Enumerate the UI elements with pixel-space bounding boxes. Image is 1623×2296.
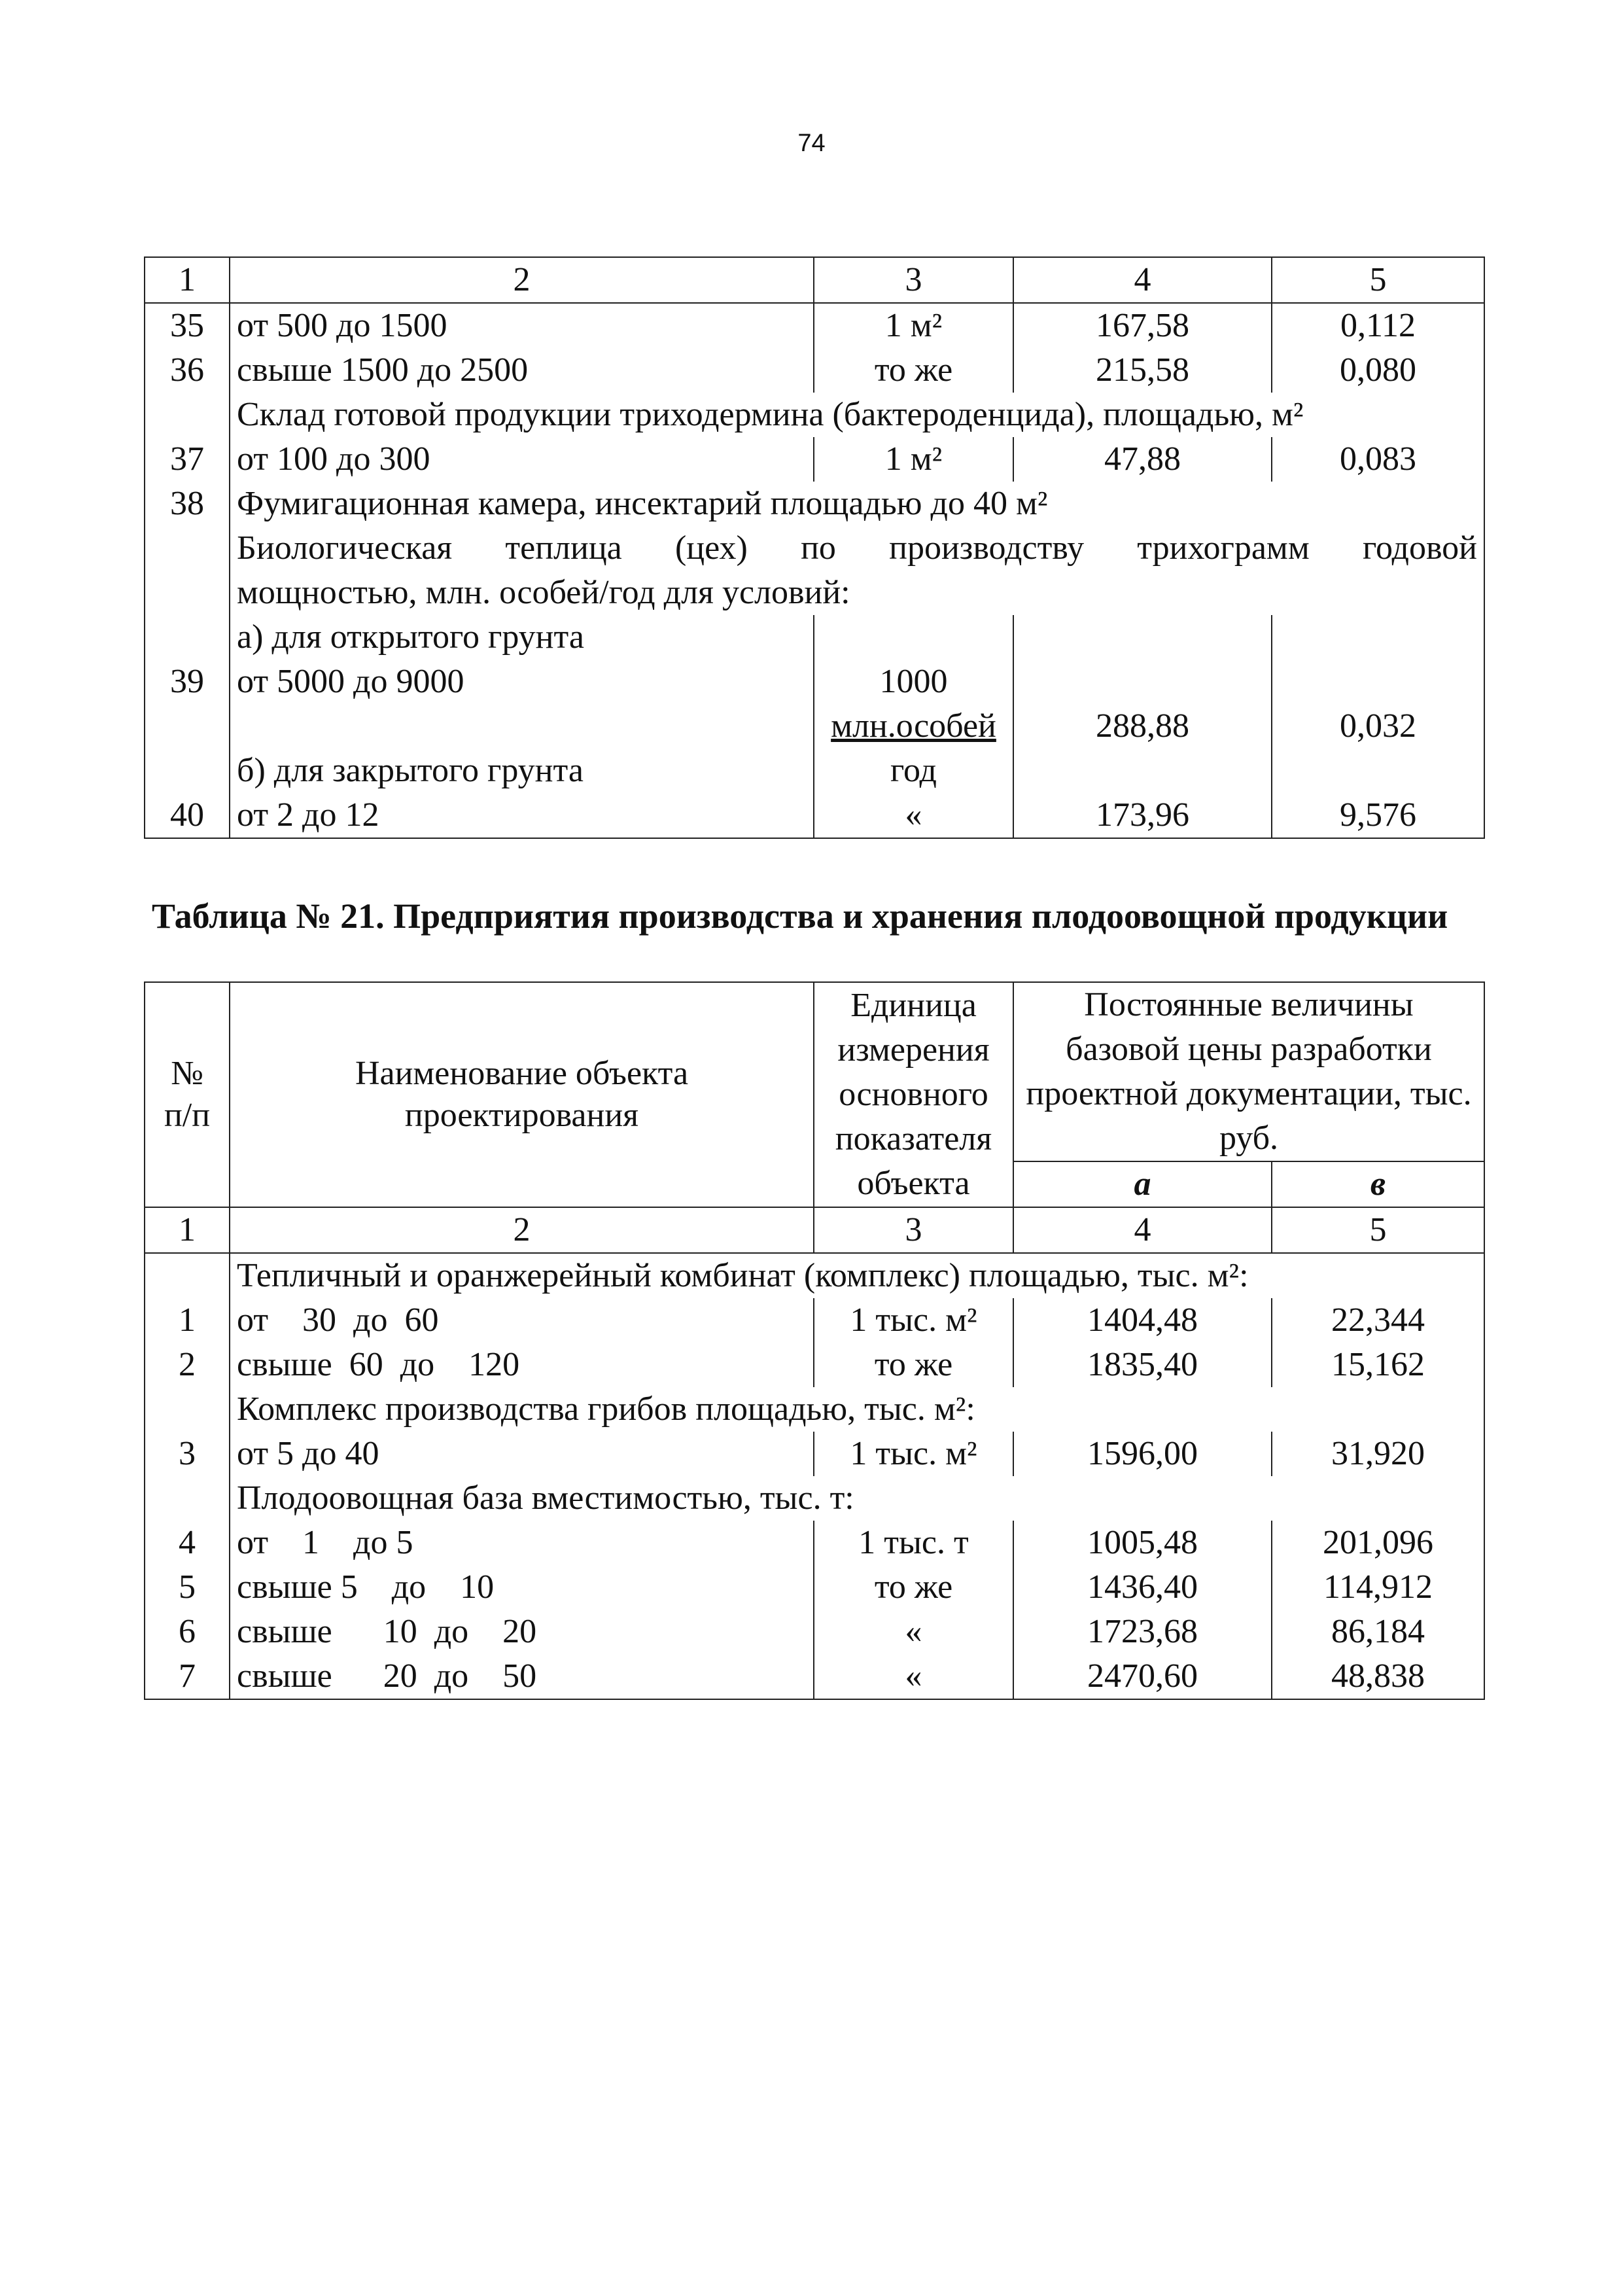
group-row: [145, 526, 1484, 571]
row-value-a: 1723,68: [1013, 1610, 1272, 1654]
table-row: [145, 1654, 1484, 1699]
header-cell: 2: [230, 257, 814, 303]
table-row: [145, 1432, 1484, 1476]
row-name: от 1 до 5: [230, 1521, 814, 1565]
row-unit: 1 тыс. м²: [814, 1298, 1013, 1343]
group-row: [145, 1476, 1484, 1521]
row-value-a: 288,88: [1013, 704, 1272, 749]
row-value-b: 86,184: [1272, 1610, 1484, 1654]
table-header-nums: [145, 1207, 1484, 1253]
header-name: Наименование объекта проектирования: [230, 982, 814, 1207]
row-value-a: 1404,48: [1013, 1298, 1272, 1343]
row-value-b: 22,344: [1272, 1298, 1484, 1343]
row-number: 39: [145, 660, 230, 704]
row-unit: «: [814, 1654, 1013, 1699]
table-continuation: [144, 256, 1485, 839]
row-value-b: 15,162: [1272, 1343, 1484, 1387]
header-b: в: [1272, 1161, 1484, 1207]
table-header-row: [145, 982, 1484, 1161]
row-value-a: 47,88: [1013, 437, 1272, 482]
row-name: свыше 20 до 50: [230, 1654, 814, 1699]
table-header-row: [145, 257, 1484, 303]
row-unit: 1 тыс. т: [814, 1521, 1013, 1565]
row-unit: «: [814, 1610, 1013, 1654]
row-number: 40: [145, 793, 230, 838]
table-row: [145, 660, 1484, 704]
group-title: Склад готовой продукции триходермина (бактероденцида), площадью, м²: [230, 393, 1484, 437]
group-title-line: Биологическая теплица (цех) по производству трихограмм годовой: [230, 526, 1484, 571]
table-row: [145, 1343, 1484, 1387]
row-name: от 500 до 1500: [230, 303, 814, 348]
row-unit: 1000: [814, 660, 1013, 704]
header-cell: 4: [1013, 257, 1272, 303]
row-value-a: 173,96: [1013, 793, 1272, 838]
row-value-b: 48,838: [1272, 1654, 1484, 1699]
row-value-b: 201,096: [1272, 1521, 1484, 1565]
row-unit: то же: [814, 348, 1013, 393]
group-title-line: мощностью, млн. особей/год для условий:: [230, 571, 1484, 615]
table-row: [145, 348, 1484, 393]
row-value-b: 114,912: [1272, 1565, 1484, 1610]
group-row: [145, 1387, 1484, 1432]
row-name: от 2 до 12: [230, 793, 814, 838]
row-name: свыше 60 до 120: [230, 1343, 814, 1387]
header-cell: 1: [145, 1207, 230, 1253]
row-value-b: 0,080: [1272, 348, 1484, 393]
table-row: [145, 793, 1484, 838]
row-value-a: 2470,60: [1013, 1654, 1272, 1699]
table-row: [145, 437, 1484, 482]
row-value-b: 0,083: [1272, 437, 1484, 482]
table-row: [145, 1521, 1484, 1565]
row-name: Фумигационная камера, инсектарий площадью до 40 м²: [230, 482, 1484, 526]
row-number: 6: [145, 1610, 230, 1654]
row-value-a: 1835,40: [1013, 1343, 1272, 1387]
subgroup-row: [145, 749, 1484, 793]
row-value-b: 0,112: [1272, 303, 1484, 348]
header-cell: 5: [1272, 1207, 1484, 1253]
row-unit: млн.особей: [831, 707, 996, 745]
row-value-a: 215,58: [1013, 348, 1272, 393]
header-cell: 3: [814, 1207, 1013, 1253]
page-number: 74: [797, 130, 826, 157]
row-number: 3: [145, 1432, 230, 1476]
row-value-a: 1005,48: [1013, 1521, 1272, 1565]
header-cell: 4: [1013, 1207, 1272, 1253]
row-name: от 5000 до 9000: [230, 660, 814, 704]
table-row: [145, 1298, 1484, 1343]
table-row: [145, 1565, 1484, 1610]
header-number: № п/п: [145, 982, 230, 1207]
row-number: 35: [145, 303, 230, 348]
row-number: 37: [145, 437, 230, 482]
group-title: Плодоовощная база вместимостью, тыс. т:: [230, 1476, 1484, 1521]
row-number: 36: [145, 348, 230, 393]
table-row: [145, 1610, 1484, 1654]
row-unit: «: [814, 793, 1013, 838]
group-row: [145, 393, 1484, 437]
header-cell: 3: [814, 257, 1013, 303]
row-value-b: 0,032: [1272, 704, 1484, 749]
header-unit: Единица измерения основного показателя объекта: [814, 982, 1013, 1207]
row-value-a: 1436,40: [1013, 1565, 1272, 1610]
row-value-b: 31,920: [1272, 1432, 1484, 1476]
table-row: [145, 303, 1484, 348]
row-name: от 5 до 40: [230, 1432, 814, 1476]
row-name: от 100 до 300: [230, 437, 814, 482]
table-heading: Таблица № 21. Предприятия производства и хранения плодоовощной продукции: [152, 896, 1448, 936]
group-title: Комплекс производства грибов площадью, тыс. м²:: [230, 1387, 1484, 1432]
row-number: 2: [145, 1343, 230, 1387]
row-name: от 30 до 60: [230, 1298, 814, 1343]
table-21: [144, 981, 1485, 1700]
row-number: 5: [145, 1565, 230, 1610]
row-number: 7: [145, 1654, 230, 1699]
row-number: 1: [145, 1298, 230, 1343]
row-name: свыше 1500 до 2500: [230, 348, 814, 393]
row-number: 38: [145, 482, 230, 526]
row-unit: 1 м²: [814, 303, 1013, 348]
subgroup-title: б) для закрытого грунта: [230, 749, 814, 793]
row-value-a: 167,58: [1013, 303, 1272, 348]
group-row: [145, 571, 1484, 615]
table-row: [145, 482, 1484, 526]
group-row: [145, 1253, 1484, 1298]
row-name: свыше 10 до 20: [230, 1610, 814, 1654]
row-unit: год: [814, 749, 1013, 793]
subgroup-row: [145, 615, 1484, 660]
table-row: [145, 704, 1484, 749]
row-value-b: 9,576: [1272, 793, 1484, 838]
subgroup-title: а) для открытого грунта: [230, 615, 814, 660]
header-a: а: [1013, 1161, 1272, 1207]
row-unit: то же: [814, 1343, 1013, 1387]
header-const: Постоянные величины базовой цены разработки проектной документации, тыс. руб.: [1013, 982, 1484, 1161]
row-number: 4: [145, 1521, 230, 1565]
row-unit: 1 тыс. м²: [814, 1432, 1013, 1476]
header-cell: 2: [230, 1207, 814, 1253]
header-cell: 1: [145, 257, 230, 303]
row-name: свыше 5 до 10: [230, 1565, 814, 1610]
group-title: Тепличный и оранжерейный комбинат (комплекс) площадью, тыс. м²:: [230, 1253, 1484, 1298]
row-unit: то же: [814, 1565, 1013, 1610]
row-unit: 1 м²: [814, 437, 1013, 482]
row-value-a: 1596,00: [1013, 1432, 1272, 1476]
header-cell: 5: [1272, 257, 1484, 303]
